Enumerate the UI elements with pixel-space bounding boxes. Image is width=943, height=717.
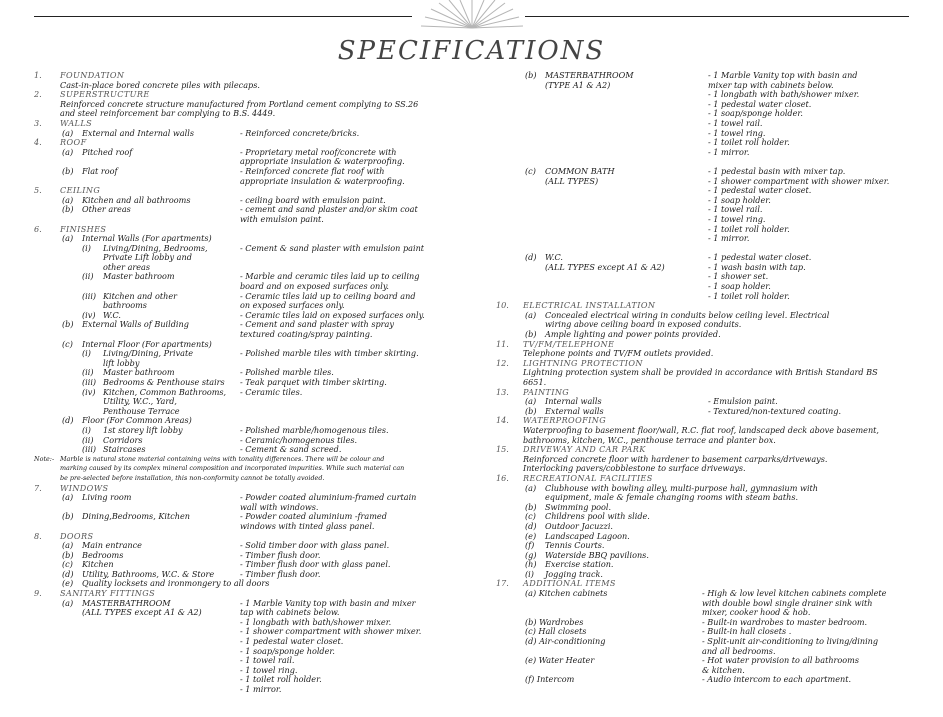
item-description: - 1 soap holder.: [708, 281, 771, 292]
item-description: - Solid timber door with glass panel.: [240, 540, 390, 551]
item-label: Main entrance: [82, 540, 142, 551]
item-label: Internal Walls (For apartments): [82, 233, 212, 244]
spec-item: [0, 608, 470, 618]
additional-item-label: (d) Air-conditioning: [525, 636, 606, 647]
subitem-label: Private Lift lobby and: [103, 252, 192, 263]
item-description: - 1 shower compartment with shower mixer.: [240, 626, 422, 637]
item-letter: (b): [62, 511, 74, 522]
item-label: Living room: [82, 492, 132, 503]
item-description: appropriate insulation & waterproofing.: [240, 175, 405, 186]
spec-item: [496, 234, 943, 244]
spec-subitem: [0, 292, 470, 302]
note-label: Note:-: [34, 454, 55, 463]
paragraph-text: Reinforced concrete structure manufactured from Portland cement complying to SS.26: [60, 98, 419, 109]
item-description: - Proprietary metal roof/concrete with: [240, 146, 397, 157]
item-letter: (b): [525, 501, 537, 512]
item-description: - 1 towel ring.: [240, 664, 298, 675]
section-number: 2.: [34, 89, 42, 100]
section-title: PAINTING: [523, 386, 570, 397]
spec-item: [0, 637, 470, 647]
item-label: Internal Floor (For apartments): [82, 338, 212, 349]
item-letter: (h): [525, 559, 537, 570]
subitem-numeral: (iv): [82, 309, 96, 320]
spec-item: [0, 205, 470, 215]
sunburst-logo-icon: [419, 0, 525, 30]
item-letter: (d): [62, 415, 74, 426]
additional-item-description: - Hot water provision to all bathrooms: [702, 655, 859, 666]
item-label: Floor (For Common Areas): [82, 415, 192, 426]
item-description: - 1 shower compartment with shower mixer.: [708, 175, 890, 186]
subitem-numeral: (i): [82, 242, 91, 253]
section-number: 10.: [496, 300, 509, 311]
additional-item-description: & kitchen.: [702, 664, 745, 675]
additional-item: [496, 675, 943, 685]
spec-subitem: [0, 445, 470, 455]
section-number: 17.: [496, 578, 509, 589]
spec-item: [0, 685, 470, 695]
section-title: DOORS: [60, 530, 94, 541]
note-text: marking caused by its complex mineral composition and incorporated impurities. While such material can: [60, 464, 405, 473]
right-column: [496, 71, 943, 685]
subitem-numeral: (i): [82, 424, 91, 435]
item-letter: (c): [525, 165, 536, 176]
item-description: - Cement and sand plaster with spray: [240, 319, 394, 330]
item-description: - 1 longbath with bath/shower mixer.: [708, 89, 860, 100]
item-description: windows with tinted glass panel.: [240, 520, 375, 531]
item-letter: (b): [62, 549, 74, 560]
section-title: RECREATIONAL FACILITIES: [523, 472, 653, 483]
section-title: WALLS: [60, 117, 93, 128]
item-letter: (a): [525, 482, 537, 493]
subitem-numeral: (ii): [82, 434, 94, 445]
item-description: - 1 pedestal water closet.: [708, 185, 812, 196]
section-title: WINDOWS: [60, 482, 109, 493]
section-title: FOUNDATION: [60, 70, 125, 80]
subitem-numeral: (iii): [82, 377, 97, 387]
additional-item-description: - Audio intercom to each apartment.: [702, 674, 852, 685]
item-description: - Timber flush door with glass panel.: [240, 559, 391, 570]
spec-item: [496, 148, 943, 158]
item-label: Bedrooms: [82, 549, 124, 560]
subitem-description: - Marble and ceramic tiles laid up to ceiling: [240, 271, 420, 282]
subitem-description: - Cement & sand screed.: [240, 444, 342, 455]
item-letter: (e): [62, 578, 74, 589]
item-label: External Walls of Building: [82, 319, 189, 330]
item-description: - 1 Marble Vanity top with basin and: [708, 70, 858, 80]
item-description: - Powder coated aluminium -framed: [240, 511, 387, 522]
item-label: equipment, male & female changing rooms with steam baths.: [545, 492, 799, 503]
item-label: Other areas: [82, 204, 131, 215]
item-description: - 1 toilet roll holder.: [708, 290, 790, 301]
section-number: 13.: [496, 386, 509, 397]
subitem-label: Kitchen and other: [103, 290, 177, 301]
spec-subitem: [0, 253, 470, 263]
item-label: MASTERBATHROOM: [545, 70, 634, 80]
item-description: - 1 pedestal water closet.: [708, 98, 812, 109]
item-description: - 1 mirror.: [708, 146, 750, 157]
subitem-description: - Ceramic tiles laid on exposed surfaces only.: [240, 309, 425, 320]
item-label: Waterside BBQ pavilions.: [545, 549, 649, 560]
section-number: 1.: [34, 70, 42, 80]
item-letter: (f): [525, 540, 535, 551]
section-number: 7.: [34, 482, 42, 493]
paragraph-text: 6651.: [523, 377, 547, 387]
subitem-label: other areas: [103, 261, 151, 272]
item-label: Ample lighting and power points provided.: [545, 329, 721, 340]
subitem-label: Master bathroom: [103, 367, 175, 378]
spec-subitem: [0, 359, 470, 369]
spec-subitem: [0, 349, 470, 359]
additional-item-description: - Split-unit air-conditioning to living/dining: [702, 636, 879, 647]
paragraph-text: Cast-in-place bored concrete piles with pilecaps.: [60, 79, 260, 90]
spec-subitem: [0, 426, 470, 436]
item-description: - 1 towel rail.: [708, 204, 763, 215]
section-title: ELECTRICAL INSTALLATION: [523, 300, 656, 311]
spec-item: [0, 416, 470, 426]
item-description: - Textured/non-textured coating.: [708, 405, 842, 416]
item-label: Exercise station.: [545, 559, 614, 570]
item-label: External and Internal walls: [82, 127, 194, 138]
subitem-label: Living/Dining, Bedrooms,: [103, 242, 208, 253]
additional-item-description: - Built-in wardrobes to master bedroom.: [702, 616, 868, 627]
note-line: [0, 464, 470, 474]
item-letter: (e): [525, 530, 537, 541]
item-letter: (b): [62, 204, 74, 215]
item-letter: (c): [62, 559, 73, 570]
item-letter: (b): [525, 70, 537, 80]
item-description: - Reinforced concrete/bricks.: [240, 127, 360, 138]
item-label: Childrens pool with slide.: [545, 511, 650, 522]
item-description: tap with cabinets below.: [240, 607, 340, 618]
item-letter: (d): [525, 520, 537, 531]
subitem-label: 1st storey lift lobby: [103, 424, 183, 435]
section-number: 16.: [496, 472, 509, 483]
subitem-description: - Polished marble/homogenous tiles.: [240, 424, 389, 435]
additional-item-description: mixer, cooker hood & hob.: [702, 607, 811, 618]
item-description: - cement and sand plaster and/or skim coat: [240, 204, 418, 215]
subitem-label: W.C.: [103, 309, 121, 320]
item-letter: (d): [525, 252, 537, 263]
left-column: [0, 71, 470, 695]
item-description: - 1 soap holder.: [708, 194, 771, 205]
section-title: LIGHTNING PROTECTION: [523, 357, 643, 368]
item-letter: (b): [525, 329, 537, 340]
subitem-description: - Cement & sand plaster with emulsion paint: [240, 242, 425, 253]
section-title: ROOF: [60, 137, 87, 148]
subitem-description: - Ceramic tiles laid up to ceiling board and: [240, 290, 416, 301]
section-number: 4.: [34, 137, 42, 148]
section-number: 5.: [34, 185, 42, 196]
spec-item: [0, 675, 470, 685]
item-letter: (a): [62, 492, 74, 503]
subitem-label: Living/Dining, Private: [103, 348, 194, 359]
item-description: - Timber flush door.: [240, 568, 321, 579]
page-title: SPECIFICATIONS: [337, 36, 606, 66]
item-letter: (c): [62, 338, 73, 349]
item-description: - Powder coated aluminium-framed curtain: [240, 492, 417, 503]
item-label: Swimming pool.: [545, 501, 612, 512]
item-label: Landscaped Lagoon.: [545, 530, 630, 541]
section-title: ADDITIONAL ITEMS: [523, 578, 616, 589]
item-label: Dining,Bedrooms, Kitchen: [82, 511, 190, 522]
subitem-description: - Polished marble tiles with timber skirting.: [240, 348, 419, 359]
paragraph-text: Interlocking pavers/cobblestone to surface driveways.: [523, 463, 746, 474]
subitem-description: - Teak parquet with timber skirting.: [240, 377, 387, 387]
spec-subitem: [0, 388, 470, 398]
item-description: - ceiling board with emulsion paint.: [240, 194, 386, 205]
item-description: - 1 soap/sponge holder.: [708, 108, 803, 119]
subitem-description: board and on exposed surfaces only.: [240, 281, 389, 292]
item-label: wiring above ceiling board in exposed conduits.: [545, 319, 742, 330]
spec-item: [0, 656, 470, 666]
item-letter: (a): [62, 127, 74, 138]
paragraph-text: bathrooms, kitchen, W.C., penthouse terrace and planter box.: [523, 434, 776, 445]
item-letter: (b): [525, 405, 537, 416]
subitem-description: on exposed surfaces only.: [240, 300, 345, 311]
subitem-label: Staircases: [103, 444, 146, 455]
spec-item: [0, 493, 470, 503]
section-title: CEILING: [60, 185, 101, 196]
item-label: External walls: [545, 405, 604, 416]
item-description: - Reinforced concrete flat roof with: [240, 165, 385, 176]
item-label: (TYPE A1 & A2): [545, 79, 611, 90]
additional-item-label: (c) Hall closets: [525, 626, 587, 637]
additional-item-label: (b) Wardrobes: [525, 616, 584, 627]
spec-subitem: [0, 244, 470, 254]
item-description: - Timber flush door.: [240, 549, 321, 560]
item-description: mixer tap with cabinets below.: [708, 79, 834, 90]
note-line: [0, 455, 470, 465]
spec-item: [0, 512, 470, 522]
paragraph-text: Lightning protection system shall be provided in accordance with British Standard BS: [523, 367, 878, 378]
additional-item-description: - High & low level kitchen cabinets complete: [702, 588, 887, 599]
item-letter: (d): [62, 568, 74, 579]
subitem-numeral: (ii): [82, 367, 94, 378]
item-description: - 1 pedestal basin with mixer tap.: [708, 165, 846, 176]
item-letter: (b): [62, 165, 74, 176]
item-letter: (b): [62, 319, 74, 330]
spec-item: [0, 627, 470, 637]
item-label: Quality locksets and ironmongery to all doors: [82, 578, 270, 589]
header-rule-left: [34, 16, 412, 17]
section-title: DRIVEWAY AND CAR PARK: [523, 444, 646, 455]
additional-item-label: (a) Kitchen cabinets: [525, 588, 608, 599]
section-title: TV/FM/TELEPHONE: [523, 338, 615, 349]
spec-subitem: [0, 397, 470, 407]
paragraph-text: Waterproofing to basement floor/wall, R.C. flat roof, landscaped deck above basement,: [523, 424, 880, 435]
paragraph-text: Reinforced concrete floor with hardener to basement carparks/driveways.: [523, 453, 828, 464]
section-number: 14.: [496, 415, 509, 426]
item-label: (ALL TYPES except A1 & A2): [545, 261, 665, 272]
section-number: 9.: [34, 588, 42, 599]
spec-subitem: [0, 378, 470, 388]
item-description: - 1 towel ring.: [708, 213, 766, 224]
section-number: 8.: [34, 530, 42, 541]
item-label: Flat roof: [82, 165, 118, 176]
item-description: - 1 pedestal water closet.: [708, 252, 812, 263]
spec-subitem: [0, 368, 470, 378]
section-number: 3.: [34, 117, 42, 128]
subitem-description: - Ceramic tiles.: [240, 386, 303, 397]
item-label: Utility, Bathrooms, W.C. & Store: [82, 568, 215, 579]
paragraph-text: Telephone points and TV/FM outlets provided.: [523, 348, 714, 359]
item-description: - 1 towel rail.: [708, 117, 763, 128]
item-description: - 1 toilet roll holder.: [708, 223, 790, 234]
section-title: FINISHES: [60, 223, 107, 234]
item-label: (ALL TYPES): [545, 175, 599, 186]
item-description: - 1 shower set.: [708, 271, 769, 282]
spec-subitem: [0, 272, 470, 282]
spec-subitem: [0, 436, 470, 446]
item-label: Pitched roof: [82, 146, 133, 157]
subitem-label: Corridors: [103, 434, 143, 445]
subitem-numeral: (iii): [82, 290, 97, 301]
item-description: - 1 longbath with bath/shower mixer.: [240, 616, 392, 627]
paragraph-text: and steel reinforcement bar complying to B.S. 4449.: [60, 108, 276, 119]
item-description: appropriate insulation & waterproofing.: [240, 156, 405, 167]
subitem-numeral: (iii): [82, 444, 97, 455]
item-label: W.C.: [545, 252, 563, 263]
item-label: Clubhouse with bowling alley, multi-purpose hall, gymnasium with: [545, 482, 819, 493]
item-description: with emulsion paint.: [240, 213, 324, 224]
item-description: - 1 soap/sponge holder.: [240, 645, 335, 656]
item-letter: (a): [62, 233, 74, 244]
subitem-numeral: (iv): [82, 386, 96, 397]
section-number: 15.: [496, 444, 509, 455]
spec-item: [0, 320, 470, 330]
item-description: - 1 toilet roll holder.: [708, 137, 790, 148]
subitem-label: Utility, W.C., Yard,: [103, 396, 177, 407]
item-label: Internal walls: [545, 396, 602, 407]
item-description: - 1 towel ring.: [708, 127, 766, 138]
subitem-label: Penthouse Terrace: [103, 405, 180, 416]
subitem-label: bathrooms: [103, 300, 147, 311]
section-number: 11.: [496, 338, 509, 349]
item-letter: (a): [525, 309, 537, 320]
item-description: - Emulsion paint.: [708, 396, 778, 407]
item-letter: (a): [62, 597, 74, 608]
item-description: - 1 mirror.: [708, 233, 750, 244]
item-letter: (a): [62, 194, 74, 205]
item-letter: (g): [525, 549, 537, 560]
subitem-numeral: (i): [82, 348, 91, 359]
additional-item-description: with double bowl single drainer sink with: [702, 597, 873, 608]
item-description: wall with windows.: [240, 501, 319, 512]
section-title: SANITARY FITTINGS: [60, 588, 156, 599]
additional-item-description: and all bedrooms.: [702, 645, 776, 656]
section-number: 12.: [496, 357, 509, 368]
subitem-label: lift lobby: [103, 357, 140, 368]
additional-item-label: (f) Intercom: [525, 674, 575, 685]
section-title: SUPERSTRUCTURE: [60, 89, 150, 100]
section-title: WATERPROOFING: [523, 415, 607, 426]
item-description: - 1 Marble Vanity top with basin and mixer: [240, 597, 416, 608]
spec-item: [0, 599, 470, 609]
item-label: (ALL TYPES except A1 & A2): [82, 607, 202, 618]
item-description: - 1 pedestal water closet.: [240, 636, 344, 647]
item-label: Outdoor Jacuzzi.: [545, 520, 613, 531]
item-label: Jogging track.: [545, 568, 603, 579]
section-number: 6.: [34, 223, 42, 234]
header-rule-right: [525, 16, 909, 17]
subitem-description: - Polished marble tiles.: [240, 367, 334, 378]
item-description: textured coating/spray painting.: [240, 329, 373, 340]
subitem-description: - Ceramic/homogenous tiles.: [240, 434, 358, 445]
item-label: Kitchen: [82, 559, 114, 570]
item-label: MASTERBATHROOM: [82, 597, 171, 608]
spec-paragraph: [496, 368, 943, 378]
item-letter: (i): [525, 568, 534, 579]
spec-item: [0, 666, 470, 676]
subitem-label: Kitchen, Common Bathrooms,: [103, 386, 227, 397]
item-letter: (a): [62, 540, 74, 551]
subitem-label: Bedrooms & Penthouse stairs: [103, 377, 225, 387]
item-description: - 1 mirror.: [240, 684, 282, 694]
note-text: be pre-selected before installation, this non-conformity cannot be totally avoided.: [60, 473, 325, 482]
subitem-numeral: (ii): [82, 271, 94, 282]
item-label: Tennis Courts.: [545, 540, 605, 551]
additional-item-label: (e) Water Heater: [525, 655, 595, 666]
subitem-label: Master bathroom: [103, 271, 175, 282]
item-letter: (a): [525, 396, 537, 407]
item-label: Kitchen and all bathrooms: [82, 194, 191, 205]
item-letter: (c): [525, 511, 536, 522]
item-label: COMMON BATH: [545, 165, 615, 176]
item-label: Concealed electrical wiring in conduits below ceiling level. Electrical: [545, 309, 830, 320]
item-description: - 1 towel rail.: [240, 655, 295, 666]
spec-item: [0, 647, 470, 657]
item-description: - 1 wash basin with tap.: [708, 261, 806, 272]
item-letter: (a): [62, 146, 74, 157]
note-text: Marble is natural stone material containing veins with tonality differences. There will be colour and: [60, 454, 385, 463]
additional-item-description: - Built-in hall closets .: [702, 626, 792, 637]
item-description: - 1 toilet roll holder.: [240, 674, 322, 685]
